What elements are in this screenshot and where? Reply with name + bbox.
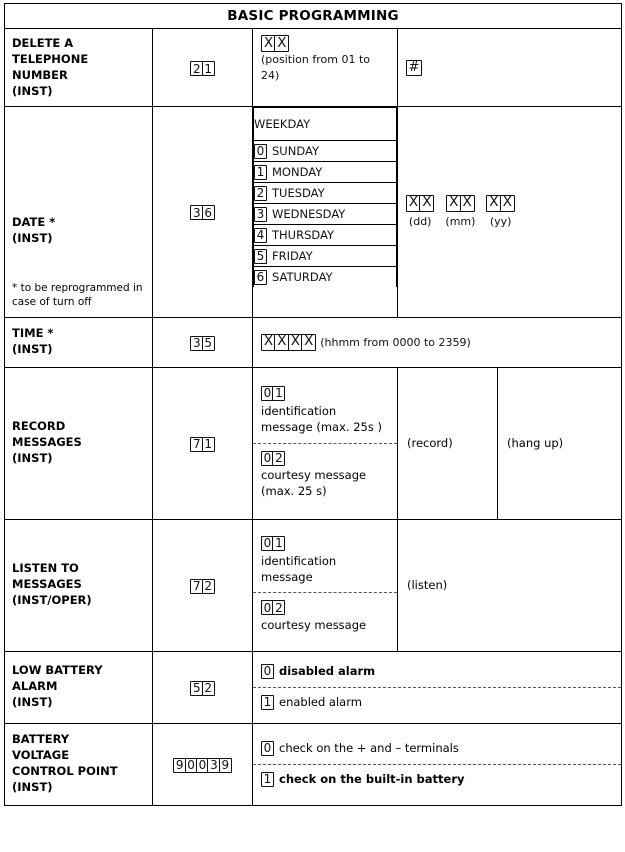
- table-row-battery-voltage-control-point: [5, 723, 622, 805]
- label-line: BATTERY: [12, 732, 70, 747]
- key-glyph: 1: [261, 772, 274, 787]
- basic-programming-table: [4, 3, 622, 806]
- key-glyph: 1: [202, 61, 215, 76]
- key-glyph: 2: [254, 186, 267, 201]
- label-line: (INST): [12, 342, 53, 356]
- label-line: CONTROL POINT: [12, 764, 118, 778]
- key-glyph: 2: [202, 681, 215, 696]
- key-glyph: 0: [261, 741, 274, 756]
- options-cell-battery-voltage-control-point: [253, 723, 622, 805]
- table-header-row: [5, 4, 622, 29]
- key-glyph: 1: [272, 536, 285, 551]
- label-line: DELETE A: [12, 36, 74, 50]
- weekday-row: [254, 246, 397, 267]
- code-cell-delete-telephone-number: [153, 29, 253, 107]
- key-glyph: 3: [254, 207, 267, 222]
- key-glyph: 1: [272, 386, 285, 401]
- options-cell-record-messages: [253, 367, 398, 519]
- code-cell-record-messages: [153, 367, 253, 519]
- label-line: (INST): [12, 779, 53, 794]
- option-courtesy-message: [253, 593, 397, 641]
- action-cell-listen: (listen): [398, 519, 622, 651]
- weekday-cell-tuesday: [254, 183, 397, 204]
- option-text: identification message: [261, 553, 337, 584]
- option-text: enabled alarm: [279, 694, 362, 709]
- keycode-group: [190, 205, 214, 220]
- keycode-group: [190, 336, 214, 351]
- key-glyph: X: [419, 195, 434, 212]
- weekday-label: THURSDAY: [272, 227, 335, 242]
- label-line: LOW BATTERY: [12, 663, 103, 678]
- keycode-group: [190, 681, 214, 696]
- row-label-time: [5, 317, 153, 367]
- table-row-low-battery-alarm: [5, 651, 622, 723]
- row-label-battery-voltage-control-point: [5, 723, 153, 805]
- table-row-time: [5, 317, 622, 367]
- option-check-terminals: [253, 734, 621, 765]
- keycode-group: [173, 758, 232, 773]
- option-text: disabled alarm: [279, 663, 376, 678]
- key-glyph: 1: [261, 695, 274, 710]
- option-identification-message: [253, 529, 397, 594]
- label-line: TELEPHONE: [12, 51, 89, 66]
- label-line: TIME *: [12, 326, 54, 341]
- key-glyph: 0: [254, 144, 267, 159]
- page-title: BASIC PROGRAMMING: [5, 4, 622, 29]
- key-glyph: 2: [202, 579, 215, 594]
- key-glyph: 1: [254, 165, 267, 180]
- key-glyph: 1: [202, 437, 215, 452]
- key-glyph: 0: [261, 451, 274, 466]
- value-note: (hhmm from 0000 to 2359): [320, 335, 471, 349]
- key-glyph: X: [301, 334, 316, 351]
- key-glyph: X: [406, 195, 421, 212]
- label-line: MESSAGES: [12, 435, 82, 450]
- weekday-header: WEEKDAY: [254, 108, 397, 141]
- hash-icon: #: [406, 60, 422, 76]
- hash-key-group: [406, 60, 422, 76]
- option-identification-message: [253, 379, 397, 444]
- key-glyph: 3: [190, 205, 203, 220]
- weekday-subtable: [253, 107, 397, 287]
- weekday-label: SUNDAY: [272, 143, 319, 158]
- label-line: ALARM: [12, 679, 58, 694]
- key-glyph: 7: [190, 437, 203, 452]
- weekday-cell-friday: [254, 246, 397, 267]
- key-glyph: 0: [261, 600, 274, 615]
- options-cell-low-battery-alarm: [253, 651, 622, 723]
- weekday-label: FRIDAY: [272, 248, 313, 263]
- code-cell-low-battery-alarm: [153, 651, 253, 723]
- label-line: (INST): [12, 231, 53, 246]
- key-glyph: 6: [254, 270, 267, 285]
- option-text: check on the built-in battery: [279, 771, 465, 786]
- label-line: (INST): [12, 83, 53, 98]
- weekday-cell-saturday: [254, 267, 397, 288]
- key-glyph: 0: [261, 386, 274, 401]
- weekday-label: MONDAY: [272, 164, 323, 179]
- key-glyph: 7: [190, 579, 203, 594]
- option-text: identification message (max. 25s ): [261, 403, 382, 434]
- key-glyph: 5: [202, 336, 215, 351]
- label-line: DATE *: [12, 215, 56, 230]
- key-glyph: X: [274, 35, 289, 52]
- option-check-built-in-battery: [253, 765, 621, 795]
- label-line: MESSAGES: [12, 577, 82, 592]
- date-caption: (dd): [408, 214, 432, 228]
- label-line: (INST): [12, 450, 53, 465]
- key-glyph: X: [288, 334, 303, 351]
- value-cell-time: [253, 317, 622, 367]
- option-enabled-alarm: [253, 688, 621, 718]
- date-group-dd: [406, 195, 434, 230]
- weekday-row: [254, 183, 397, 204]
- key-glyph: 0: [185, 758, 198, 773]
- key-glyph: X: [261, 334, 276, 351]
- weekday-list-cell: [253, 107, 398, 317]
- action-cell-record: (record): [398, 367, 498, 519]
- confirm-cell-delete-telephone-number: [398, 29, 622, 107]
- key-glyph: 2: [190, 61, 203, 76]
- row-footnote-date: * to be reprogrammed in case of turn off: [12, 282, 143, 309]
- row-label-record-messages: [5, 367, 153, 519]
- weekday-row: [254, 267, 397, 288]
- key-glyph: 5: [190, 681, 203, 696]
- option-courtesy-message: [253, 444, 397, 508]
- table-row-listen-to-messages: [5, 519, 622, 651]
- keycode-group: [190, 437, 214, 452]
- key-glyph: 2: [272, 600, 285, 615]
- weekday-label: SATURDAY: [272, 269, 333, 284]
- key-glyph: 3: [190, 336, 203, 351]
- label-line: LISTEN TO: [12, 561, 79, 576]
- key-glyph: 0: [196, 758, 209, 773]
- label-line: NUMBER: [12, 67, 68, 82]
- weekday-row: [254, 225, 397, 246]
- action-cell-hang-up: (hang up): [498, 367, 622, 519]
- table-row-delete-telephone-number: [5, 29, 622, 107]
- key-glyph: 9: [173, 758, 186, 773]
- key-glyph: 0: [261, 536, 274, 551]
- weekday-cell-monday: [254, 162, 397, 183]
- date-caption: (mm): [445, 214, 476, 228]
- weekday-cell-wednesday: [254, 204, 397, 225]
- date-group-mm: [445, 195, 475, 230]
- weekday-header-row: [254, 108, 397, 141]
- key-glyph: X: [460, 195, 475, 212]
- placeholder-key-group: [261, 35, 289, 52]
- weekday-row: [254, 162, 397, 183]
- key-glyph: 3: [207, 758, 220, 773]
- placeholder-key-group: [261, 334, 316, 351]
- label-line: (INST): [12, 694, 53, 709]
- label-line: RECORD: [12, 419, 66, 434]
- date-groups: [406, 195, 615, 230]
- row-label-listen-to-messages: [5, 519, 153, 651]
- key-glyph: 2: [272, 451, 285, 466]
- row-label-delete-telephone-number: [5, 29, 153, 107]
- option-text: courtesy message: [261, 618, 367, 633]
- label-line: (INST/OPER): [12, 592, 92, 607]
- date-group-yy: [486, 195, 514, 230]
- key-glyph: X: [274, 334, 289, 351]
- basic-programming-sheet: [0, 3, 625, 852]
- option-text: check on the + and – terminals: [279, 740, 459, 755]
- row-label-low-battery-alarm: [5, 651, 153, 723]
- weekday-label: WEDNESDAY: [272, 206, 346, 221]
- key-glyph: 4: [254, 228, 267, 243]
- value-cell-delete-position: [253, 29, 398, 107]
- keycode-group: [190, 579, 214, 594]
- weekday-cell-thursday: [254, 225, 397, 246]
- weekday-cell-sunday: [254, 141, 397, 162]
- row-label-date: [5, 107, 153, 317]
- weekday-row: [254, 141, 397, 162]
- code-cell-time: [153, 317, 253, 367]
- code-cell-battery-voltage-control-point: [153, 723, 253, 805]
- key-glyph: X: [500, 195, 515, 212]
- key-glyph: 5: [254, 249, 267, 264]
- option-disabled-alarm: [253, 657, 621, 688]
- key-glyph: 0: [261, 664, 274, 679]
- weekday-label: TUESDAY: [272, 185, 325, 200]
- label-line: VOLTAGE: [12, 748, 70, 763]
- option-text: courtesy message (max. 25 s): [261, 468, 367, 499]
- value-note: (position from 01 to 24): [261, 53, 370, 82]
- code-cell-listen-to-messages: [153, 519, 253, 651]
- weekday-row: [254, 204, 397, 225]
- key-glyph: X: [446, 195, 461, 212]
- key-glyph: X: [486, 195, 501, 212]
- date-caption: (yy): [489, 214, 512, 228]
- table-row-date: [5, 107, 622, 317]
- key-glyph: 6: [202, 205, 215, 220]
- date-value-cell: [398, 107, 622, 317]
- key-glyph: 9: [219, 758, 232, 773]
- code-cell-date: [153, 107, 253, 317]
- keycode-group: [190, 61, 214, 76]
- table-row-record-messages: [5, 367, 622, 519]
- options-cell-listen-to-messages: [253, 519, 398, 651]
- key-glyph: X: [261, 35, 276, 52]
